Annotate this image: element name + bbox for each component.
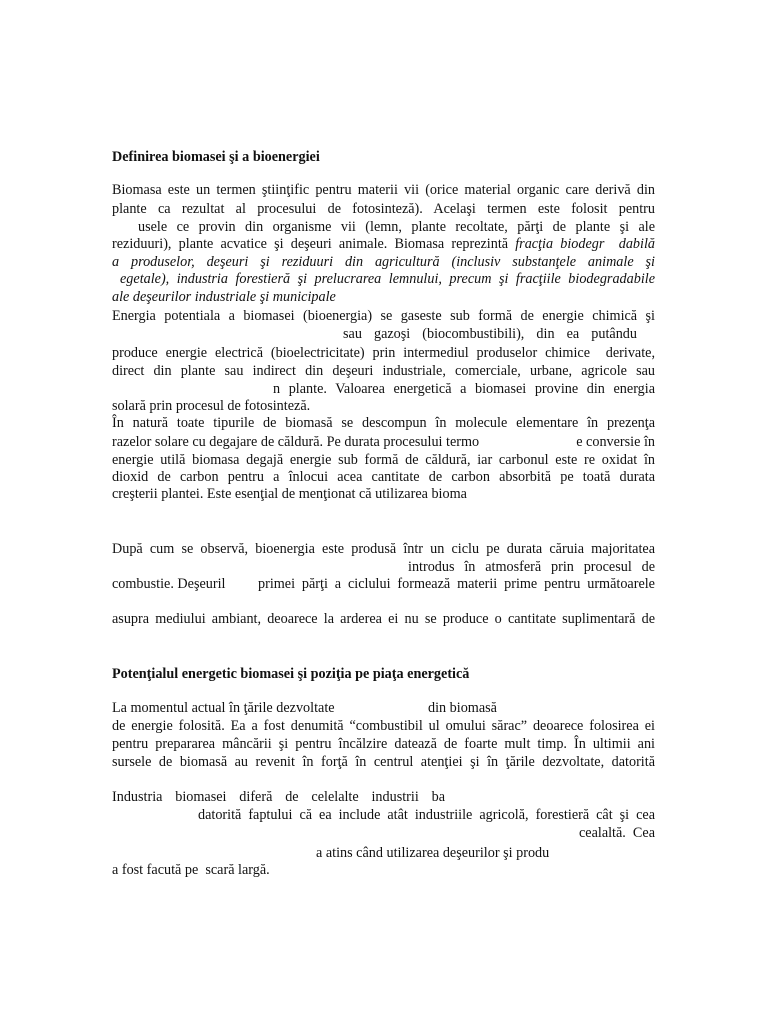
- text-line: solară prin procesul de fotosinteză.: [112, 398, 311, 414]
- text-line: introdus în atmosferă prin procesul de: [408, 559, 655, 575]
- text-line: Industria biomasei diferă de celelalte industrii ba: [112, 789, 445, 805]
- text-line: din biomasă: [428, 700, 497, 716]
- text-line: sursele de biomasă au revenit în forţă în centrul atenţiei şi în ţările dezvoltate, datorită: [112, 754, 655, 770]
- text-line: [112, 236, 655, 253]
- text-line: dioxid de carbon pentru a înlocui acea cantitate de carbon absorbită pe toată durata: [112, 469, 655, 485]
- text-line: primei părţi a ciclului formează materii prime pentru următoarele: [258, 576, 655, 592]
- text-line: pentru prepararea mâncării şi pentru încălzire datează de foarte mult timp. În ultimii ani: [112, 736, 655, 752]
- text-fragment: reziduuri), plante acvatice şi deşeuri animale. Biomasa reprezintă: [112, 236, 516, 252]
- text-line: sau gazoşi (biocombustibili), din ea putându: [343, 326, 637, 342]
- text-line: razelor solare cu degajare de căldură. Pe durata procesului termo: [112, 434, 480, 450]
- text-line: datorită faptului că ea include atât industriile agricolă, forestieră cât şi cea: [198, 807, 655, 823]
- text-line: Biomasa este un termen ştiinţific pentru materii vii (orice material organic care derivă din: [112, 182, 655, 198]
- text-line: În natură toate tipurile de biomasă se descompun în molecule elementare în prezenţa: [112, 415, 655, 431]
- text-line: plante ca rezultat al procesului de fotosinteză). Acelaşi termen este folosit pentru: [112, 201, 655, 217]
- text-line: a atins când utilizarea deşeurilor şi produ: [316, 845, 550, 861]
- italic-text-line: ale deşeurilor industriale şi municipale: [112, 289, 336, 305]
- text-line: energie utilă biomasa degajă energie sub formă de căldură, iar carbonul este re oxidat în: [112, 452, 655, 468]
- text-line: cealaltă. Cea: [578, 825, 655, 841]
- section-heading-biomass-definition: Definirea biomasei şi a bioenergiei: [112, 149, 320, 165]
- italic-text-line: a produselor, deşeuri şi reziduuri din agricultură (inclusiv substanţele animale şi: [112, 254, 655, 270]
- text-line: a fost facută pe scară largă.: [112, 862, 270, 878]
- text-line: La momentul actual în ţările dezvoltate: [112, 700, 335, 716]
- italic-text-line: egetale), industria forestieră şi prelucrarea lemnului, precum şi fracţiile biodegradabile: [120, 271, 655, 287]
- text-line: direct din plante sau indirect din deşeuri industriale, comerciale, urbane, agricole sau: [112, 363, 655, 379]
- text-line: După cum se observă, bioenergia este produsă într un ciclu pe durata căruia majoritatea: [112, 541, 655, 557]
- text-line: combustie. Deşeuril: [112, 576, 226, 592]
- text-line: e conversie în: [576, 434, 655, 450]
- text-line: creşterii plantei. Este esenţial de menţionat că utilizarea bioma: [112, 486, 467, 502]
- text-line: usele ce provin din organisme vii (lemn, plante recoltate, părţi de plante şi ale: [138, 219, 655, 235]
- text-line: asupra mediului ambiant, deoarece la arderea ei nu se produce o cantitate suplimentară de: [112, 611, 655, 627]
- text-line: n plante. Valoarea energetică a biomasei provine din energia: [273, 381, 655, 397]
- section-heading-energy-potential: Potenţialul energetic biomasei şi poziţia pe piaţa energetică: [112, 666, 470, 682]
- text-line: Energia potentiala a biomasei (bioenergia) se gaseste sub formă de energie chimică şi: [112, 308, 655, 324]
- italic-text-fragment: fracţia biodegr dabilă: [515, 236, 655, 252]
- text-line: de energie folosită. Ea a fost denumită “combustibil ul omului sărac” deoarece folosirea ei: [112, 718, 655, 734]
- text-line: produce energie electrică (bioelectricitate) prin intermediul produselor chimice derivate,: [112, 345, 655, 361]
